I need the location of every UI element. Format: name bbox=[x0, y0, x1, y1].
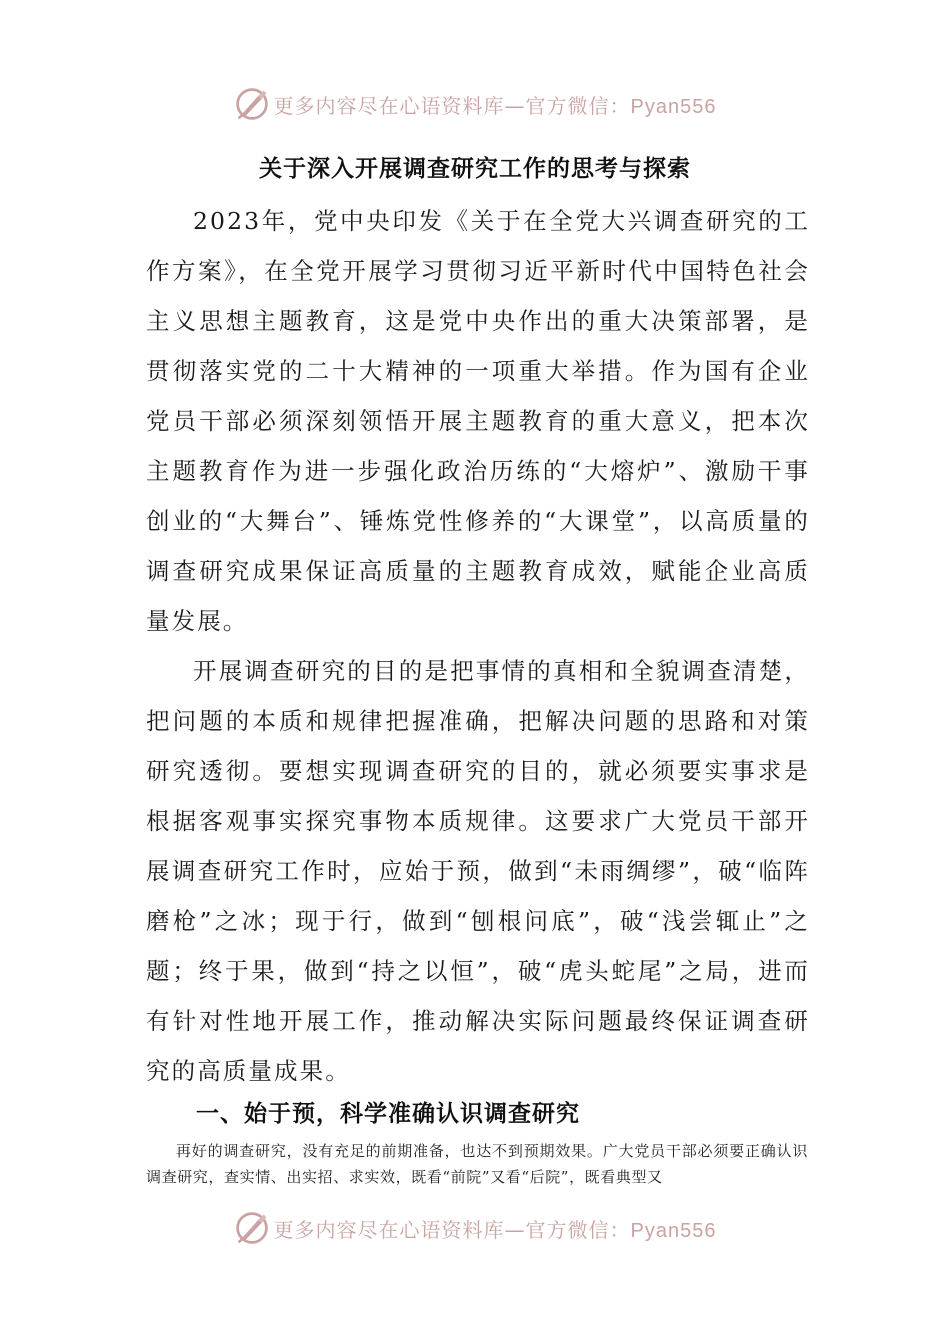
body-paragraph-1: 2023年，党中央印发《关于在全党大兴调查研究的工作方案》，在全党开展学习贯彻习近平新时代中国特色社会主义思想主题教育，这是党中央作出的重大决策部署，是贯彻落实党的二十大精神的一项重大举措。作为国有企业党员干部必须深刻领悟开展主题教育的重大意义，把本次主题教育作为进一步强化政治历练的“大熔炉”、激励干事创业的“大舞台”、锤炼党性修养的“大课堂”，以高质量的调查研究成果保证高质量的主题教育成效，赋能企业高质量发展。 bbox=[146, 207, 810, 635]
document-body bbox=[146, 196, 810, 1096]
section-heading-1: 一、始于预，科学准确认识调查研究 bbox=[196, 1101, 580, 1127]
body-paragraph-2: 开展调查研究的目的是把事情的真相和全貌调查清楚，把问题的本质和规律把握准确，把解决问题的思路和对策研究透彻。要想实现调查研究的目的，就必须要实事求是根据客观事实探究事物本质规律。这要求广大党员干部开展调查研究工作时，应始于预，做到“未雨绸缪”，破“临阵磨枪”之冰；现于行，做到“刨根问底”，破“浅尝辄止”之题；终于果，做到“持之以恒”，破“虎头蛇尾”之局，进而有针对性地开展工作，推动解决实际问题最终保证调查研究的高质量成果。 bbox=[146, 657, 810, 1085]
watermark-dash: — bbox=[504, 1217, 526, 1242]
watermark-wechat-label: 官方微信： bbox=[525, 1217, 631, 1242]
watermark-site-name: 更多内容尽在心语资料库 bbox=[273, 1217, 505, 1242]
watermark-banner-top bbox=[0, 84, 950, 124]
section-paragraph-1: 再好的调查研究，没有充足的前期准备，也达不到预期效果。广大党员干部必须要正确认识调查研究，查实情、出实招、求实效，既看“前院”又看“后院”，既看典型又 bbox=[146, 1142, 808, 1186]
pen-logo-icon bbox=[234, 86, 270, 122]
watermark-dash: — bbox=[504, 93, 526, 118]
watermark-wechat-id: Pyan556 bbox=[630, 95, 717, 118]
watermark-wechat-id: Pyan556 bbox=[630, 1219, 717, 1242]
document-title: 关于深入开展调查研究工作的思考与探索 bbox=[259, 156, 691, 182]
pen-logo-icon bbox=[234, 1210, 270, 1246]
watermark-site-name: 更多内容尽在心语资料库 bbox=[273, 93, 505, 118]
watermark-text bbox=[274, 90, 717, 119]
watermark-banner-bottom bbox=[0, 1208, 950, 1248]
watermark-wechat-label: 官方微信： bbox=[525, 93, 631, 118]
watermark-text bbox=[274, 1214, 717, 1243]
